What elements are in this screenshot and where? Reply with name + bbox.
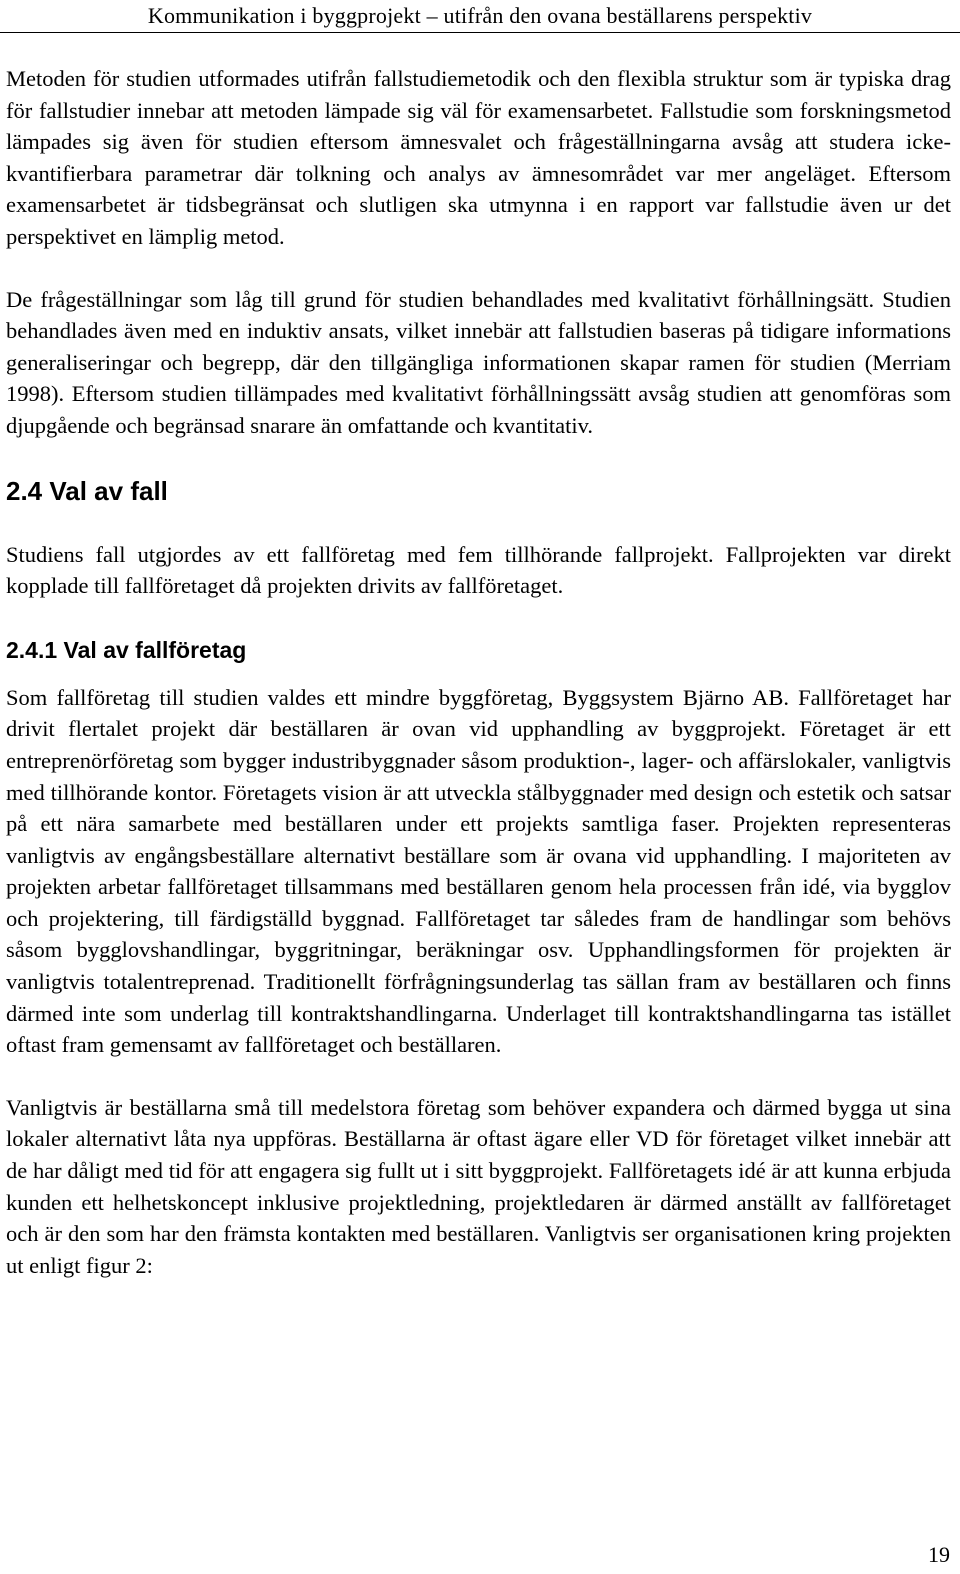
paragraph-case-company: Som fallföretag till studien valdes ett mindre byggföretag, Byggsystem Bjärno AB. Fallföretaget har drivit flertalet projekt där beställaren är ovan vid upphandling av byggprojekt. Företaget är ett entreprenörföretag som bygger industribyggnader såsom produktion-, lager- och affärslokaler, vanligtvis med tillhörande kontor. Företagets vision är att utveckla stålbyggnader med design och estetik och satsar på ett nära samarbete med beställaren under ett projekts samtliga faser. Projekten representeras vanligtvis av engångsbeställare alternativt beställare som är ovana vid upphandling. I majoriteten av projekten arbetar fallföretaget tillsammans med beställaren genom hela processen från idé, via bygglov och projektering, till färdigställd byggnad. Fallföretaget tar således fram de handlingar som behövs såsom bygglovshandlingar, byggritningar, beräkningar osv. Upphandlingsformen för projekten är vanligtvis totalentreprenad. Traditionellt förfrågningsunderlag tas sällan fram av beställaren och finns därmed inte som underlag till kontraktshandlingarna. Underlaget till kontraktshandlingarna tas istället oftast fram gemensamt av fallföretaget och beställaren.: [6, 684, 951, 1058]
paragraph-qualitative: De frågeställningar som låg till grund för studien behandlades med kvalitativt förhållningsätt. Studien behandlades även med en induktiv ansats, vilket innebär att fallstudien baseras på tidigare informations generaliseringar och begrepp, där den tillgängliga informationen skapar ramen för studien (Merriam 1998). Eftersom studien tillämpades med kvalitativt förhållningssätt avsåg studien att genomföras som djupgående och begränsad snarare än omfattande och kvantitativ.: [6, 286, 951, 438]
page-number: 19: [928, 1542, 950, 1567]
section-heading-2-4: 2.4 Val av fall: [6, 475, 168, 506]
running-header: [0, 0, 960, 34]
paragraph-case-selection: Studiens fall utgjordes av ett fallföretag med fem tillhörande fallprojekt. Fallprojekten var direkt kopplade till fallföretaget då projekten drivits av fallföretaget.: [6, 541, 951, 599]
header-divider: [0, 32, 960, 33]
page-body: [6, 63, 951, 1281]
paragraph-method: Metoden för studien utformades utifrån fallstudiemetodik och den flexibla struktur som är typiska drag för fallstudier innebar att metoden lämpade sig väl för examensarbetet. Fallstudie som forskningsmetod lämpades sig även för studien eftersom ämnesvalet och frågeställningarna avsåg att studera icke-kvantifierbara parametrar där tolkning och analys av ämnesområdet var mer angeläget. Eftersom examensarbetet är tidsbegränsat och slutligen ska utmynna i en rapport var fallstudie även ur det perspektivet en lämplig metod.: [6, 66, 951, 249]
paragraph-clients: Vanligtvis är beställarna små till medelstora företag som behöver expandera och därmed bygga ut sina lokaler alternativt låta nya uppföras. Beställarna är oftast ägare eller VD för företaget vilket innebär att de har dåligt med tid för att engagera sig fullt ut i sitt byggprojekt. Fallföretagets idé är att kunna erbjuda kunden ett helhetskoncept inklusive projektledning, projektledaren är därmed anställt av fallföretaget och är den som har den främsta kontakten med beställaren. Vanligtvis ser organisationen kring projekten ut enligt figur 2:: [6, 1094, 951, 1278]
section-heading-2-4-1: 2.4.1 Val av fallföretag: [6, 636, 247, 663]
running-title: Kommunikation i byggprojekt – utifrån den ovana beställarens perspektiv: [147, 3, 813, 28]
